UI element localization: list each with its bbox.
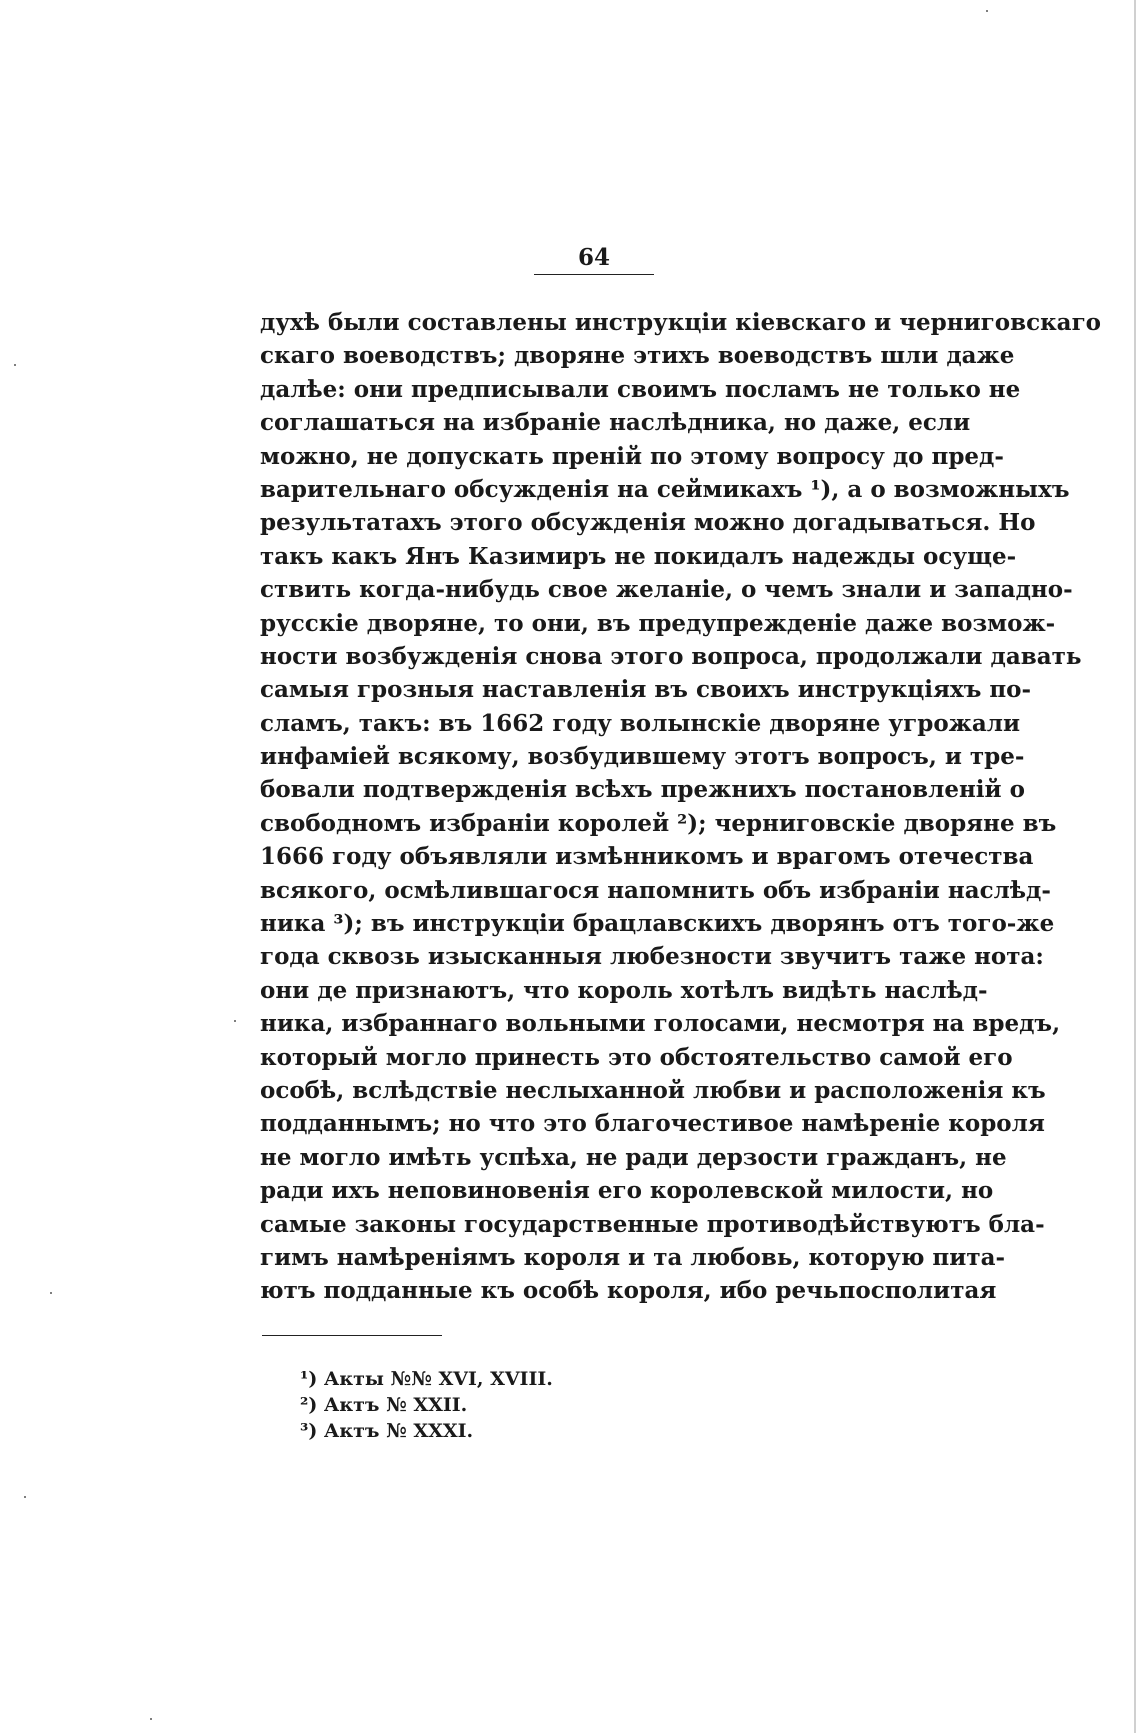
text-line: далѣе: они предписывали своимъ посламъ не только не bbox=[260, 375, 1021, 403]
page-edge bbox=[1134, 0, 1136, 1733]
text-line: они де признаютъ, что король хотѣлъ видѣть наслѣд- bbox=[260, 976, 988, 1004]
text-line: ника ³); въ инструкціи брацлавскихъ дворянъ отъ того-же bbox=[260, 910, 1055, 938]
text-line: ради ихъ неповиновенія его королевской милости, но bbox=[260, 1177, 994, 1205]
scan-speck bbox=[14, 364, 16, 366]
text-line: инфаміей всякому, возбудившему этотъ вопросъ, и тре- bbox=[260, 743, 1025, 771]
text-line: русскіе дворяне, то они, въ предупрежденіе даже возмож- bbox=[260, 609, 1056, 637]
page-number: 64 bbox=[577, 244, 610, 271]
text-line: варительнаго обсужденія на сеймикахъ ¹), а о возможныхъ bbox=[260, 475, 1070, 503]
text-line: скаго воеводствъ; дворяне этихъ воеводствъ шли даже bbox=[260, 342, 1015, 370]
scan-speck bbox=[24, 1496, 26, 1498]
text-line: 1666 году объявляли измѣнникомъ и врагомъ отечества bbox=[260, 843, 1034, 871]
text-line: гимъ намѣреніямъ короля и та любовь, которую пита- bbox=[260, 1243, 1006, 1271]
footnote-rule bbox=[262, 1335, 442, 1336]
footnote: ³) Актъ № XXXI. bbox=[300, 1420, 474, 1442]
text-line: ствить когда-нибудь свое желаніе, о чемъ знали и западно- bbox=[260, 576, 1073, 604]
footnotes bbox=[300, 1366, 800, 1444]
text-line: можно, не допускать преній по этому вопросу до пред- bbox=[260, 442, 1004, 470]
scan-speck bbox=[150, 1718, 152, 1720]
footnote: ¹) Акты №№ XVI, XVIII. bbox=[300, 1368, 553, 1390]
text-line: такъ какъ Янъ Казимиръ не покидалъ надежды осуще- bbox=[260, 542, 1017, 570]
scan-speck bbox=[986, 10, 988, 12]
text-line: ютъ подданные къ особѣ короля, ибо речьпосполитая bbox=[260, 1277, 997, 1305]
text-line: особѣ, вслѣдствіе неслыханной любви и расположенія къ bbox=[260, 1076, 1046, 1104]
text-line: сламъ, такъ: въ 1662 году волынскіе дворяне угрожали bbox=[260, 709, 1021, 737]
text-line: всякого, осмѣлившагося напомнить объ избраніи наслѣд- bbox=[260, 876, 1051, 904]
text-line: самыя грозныя наставленія въ своихъ инструкціяхъ по- bbox=[260, 676, 1032, 704]
text-line: который могло принесть это обстоятельство самой его bbox=[260, 1043, 1013, 1071]
text-line: свободномъ избраніи королей ²); черниговскіе дворяне въ bbox=[260, 809, 1057, 837]
text-line: подданнымъ; но что это благочестивое намѣреніе короля bbox=[260, 1110, 1045, 1138]
text-line: соглашаться на избраніе наслѣдника, но даже, если bbox=[260, 409, 971, 437]
scan-speck bbox=[50, 1292, 52, 1294]
text-line: года сквозь изысканныя любезности звучитъ таже нота: bbox=[260, 943, 1044, 971]
text-line: ности возбужденія снова этого вопроса, продолжали давать bbox=[260, 642, 1082, 670]
scan-speck bbox=[234, 1020, 236, 1022]
body-text bbox=[260, 306, 1102, 1308]
text-line: результатахъ этого обсужденія можно догадываться. Но bbox=[260, 509, 1036, 537]
text-line: духѣ были составлены инструкціи кіевскаго и черниговскаго bbox=[260, 309, 1102, 336]
text-line: не могло имѣть успѣха, не ради дерзости гражданъ, не bbox=[260, 1143, 1007, 1171]
text-line: ника, избраннаго вольными голосами, несмотря на вредъ, bbox=[260, 1010, 1061, 1038]
text-line: самые законы государственные противодѣйствуютъ бла- bbox=[260, 1210, 1045, 1238]
text-line: бовали подтвержденія всѣхъ прежнихъ постановленій о bbox=[260, 776, 1025, 804]
header-rule bbox=[534, 274, 654, 275]
footnote: ²) Актъ № XXII. bbox=[300, 1394, 468, 1416]
